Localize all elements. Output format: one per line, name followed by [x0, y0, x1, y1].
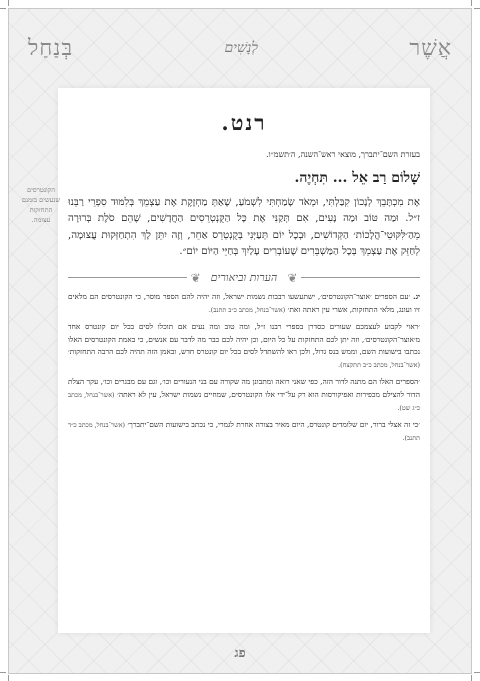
crop-mark: [474, 672, 480, 673]
letter-greeting: שָׁלוֹם רַב אֵל ... תִּחְיֶה.: [294, 169, 420, 186]
note-reference: (אשר־בנחל, מכתב כ״ב תתנב).: [208, 305, 286, 314]
note-paragraph: [68, 321, 420, 373]
divider-line: [301, 277, 420, 278]
book-title: [401, 35, 460, 61]
crop-mark: [0, 8, 6, 9]
note-text: ׳כי זה אצלי ברור, יום שלומדים קונטרס, היום מאיר בצורה אחרת לגמרי, כי נכתב בישועות השם־יתברך׳: [127, 420, 421, 430]
letter-number: רנט.: [221, 110, 267, 135]
margin-note: הקונטרסים שנעשים בזמנם התחזקות עצומה.: [21, 186, 61, 224]
page-number: פג: [234, 646, 246, 661]
crop-mark: [0, 672, 6, 673]
page-content: [58, 88, 430, 633]
notes-section: [68, 291, 420, 445]
note-paragraph: [68, 419, 420, 445]
note-paragraph: [68, 376, 420, 415]
notes-divider: [68, 271, 420, 285]
note-text: ׳ראוי לקבוע לעצמכם שעורים כסדרן בספרי רבנו ז״ל, ומה טוב ומה נעים אם תוכלו לסים בכל יום קונטרס אחד מ׳אוצר־הקונטרסים׳, וזה יתן לכם התחזקות על כל היום, וכן יהיה לכם כבר מה לדבר עם אנשים, כי באמת הקונטרסים האלו נכתבו בישועות השם, וממש בנס גדול, ולכן ראו להשתדל לסים בכל יום קונטרס חדש, ובאמן הזה תהיה לכם הרבה התחזקות׳: [68, 321, 420, 357]
book-title-secondary: [20, 35, 81, 61]
note-reference: (אשר־בנחל, מכתב כ״ג שט).: [68, 391, 420, 413]
crop-mark: [471, 0, 472, 6]
notes-heading: הערות וביאורים: [210, 271, 278, 285]
book-title-right: אֲשֶׁר: [409, 36, 452, 61]
ornament-icon: ❦: [190, 270, 201, 285]
page-paper: [58, 88, 430, 633]
note-marker: יג.: [413, 291, 420, 301]
ornament-icon: ❦: [287, 270, 298, 285]
letter-source: בעזרת השם־יתברך, מוצאי ראש־השנה, ה׳תשמ״ו.: [266, 150, 420, 159]
running-header: [20, 18, 460, 78]
crop-mark: [8, 0, 9, 6]
divider-line: [68, 277, 187, 278]
crop-mark: [474, 8, 480, 9]
book-title-left: בְּנַחַל: [28, 36, 74, 61]
note-text: ׳עם הספרים ׳אוצר־הקונטרסים׳, ישתעשעו רבבות נשמות ישראל, וזה יהיה להם הספר מוסר, כי הקונטרסים הם מלאים זיו ועונג, מלאי התחזקות, אשרי עין ראתה זאת׳: [68, 291, 420, 314]
note-reference: (אשר־בנחל, מכתב כ״ד תתנב).: [68, 421, 420, 443]
crop-mark: [471, 675, 472, 681]
crop-mark: [8, 675, 9, 681]
note-paragraph: [68, 291, 420, 317]
note-reference: (אשר־בנחל, מכתב כ״ב תתקצח).: [338, 361, 420, 370]
note-text: ׳הספרים האלו הם מתנה לדור הזה, כפי שאני רואה ומתבונן מה שקורה עם בני הנעורים וכו׳, וגם עם מבגרים וכו׳, עקר הצלת הדור להצילם מכפירות ואפיקורסות הוא רק על־ידי אלו הקונטרסים, שמחיים נשמות ישראל, עין לא ראתה׳: [68, 377, 420, 400]
letter-body: אֶת מִכְתָּבֵךְ לְנָכוֹן קִבַּלְתִּי, וּמְאֹד שָׂמַחְתִּי לִשְׁמֹעַ, שֶׁאַתְּ מַחְזֶקֶת אֶת עַצְמֵךְ בְּלִמּוּד סִפְרֵי רַבֵּנוּ ז״ל. וּמַה טּוֹב וּמַה נָּעִים, אִם תְּקַנִּי אֶת כָּל הַקֻּנְטְרֵסִים הַחֲדָשִׁים, שֶׁהֵם סֹלֶת בְּרוּרָה מֵהַ׳לִּקּוּטֵי־הֲלָכוֹת׳ הַקְּדוֹשִׁים, וּבְכָל יוֹם תְּעַיְּנִי בְּקֻנְטְרֵס אַחֵר, וְזֶה יִתֵּן לָךְ הִתְחַזְּקוּת עֲצוּמָה, לְחַזֵּק אֶת עַצְמֵךְ בְּכָל הַמַּשְׁבֵּרִים שֶׁעוֹבְרִים עָלַיִךְ בְּחַיֵּי הַיּוֹם יוֹם״.: [68, 196, 420, 258]
series-title: לְנָשִׁים: [224, 39, 258, 56]
